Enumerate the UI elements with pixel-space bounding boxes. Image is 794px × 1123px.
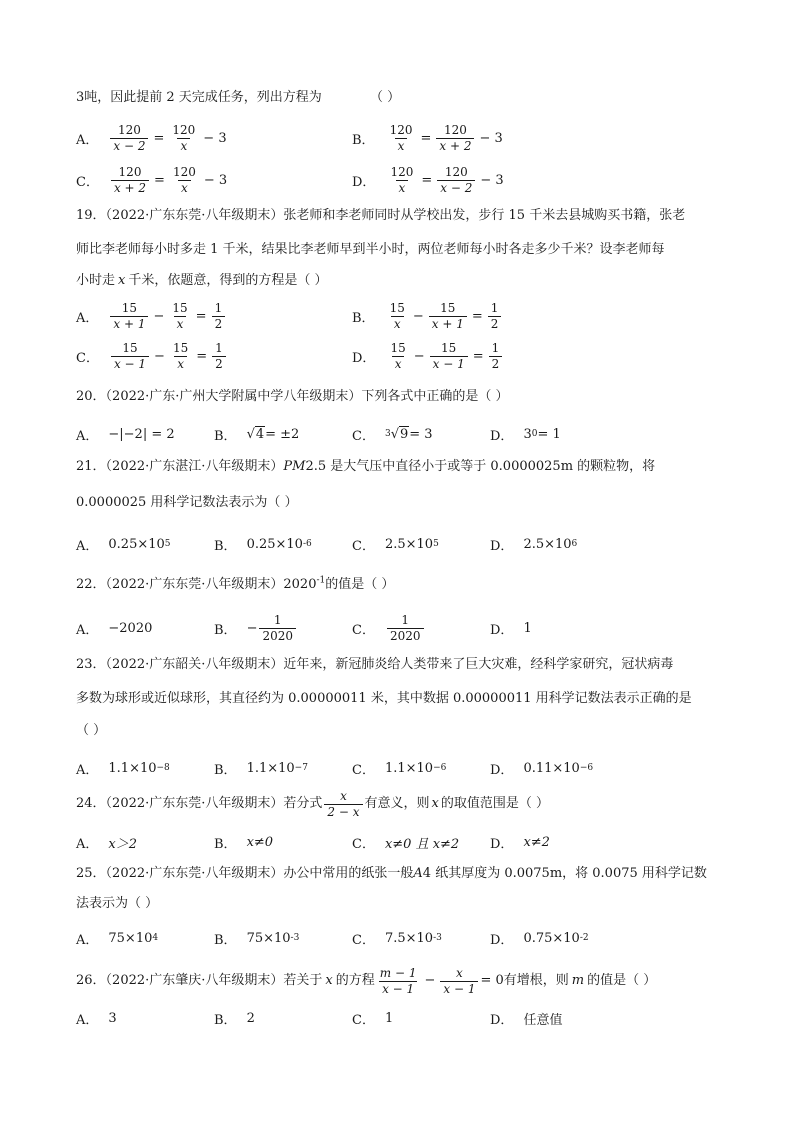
q23-options [76, 748, 736, 788]
q18-stem [76, 89, 400, 107]
q18-options-row1 [76, 118, 736, 158]
q18-options-row2 [76, 160, 736, 200]
q21-option-d[interactable]: D． 2.5×10 6 [490, 536, 578, 554]
q26-stem: 26．（2022·广东肇庆·八年级期末）若关于 x 的方程 $\frac{m - 1}{x - 1}$ − $\frac{x}{x - 1}$ = 0 有增根，则 m 的值是（ ） [76, 965, 657, 996]
q24-options [76, 822, 736, 862]
q23-stem-line2: 多数为球形或近似球形，其直径约为 0.00000011 米，其中数据 0.00000011 用科学记数法表示正确的是 [76, 691, 692, 706]
q19-option-c[interactable]: C． $\frac{15}{x - 1}$ − $\frac{15}{x}$ = $\frac{1}{2}$ [76, 336, 228, 376]
q26-option-d[interactable]: D． 任意值 [490, 1012, 563, 1028]
q20-stem: 20．（2022·广东·广州大学附属中学八年级期末）下列各式中正确的是（ ） [76, 389, 509, 404]
q23-stem-line3: （ ） [76, 723, 107, 738]
q19-options-row1 [76, 296, 736, 336]
q19-option-b[interactable]: B． $\frac{15}{x}$ − $\frac{15}{x + 1}$ = $\frac{1}{2}$ [352, 296, 503, 336]
q25-option-d[interactable]: D． 0.75×10 -2 [490, 930, 589, 948]
q24-option-d[interactable]: D． x≠2 [490, 834, 550, 852]
q22-stem: 22．（2022·广东东莞·八年级期末）$2020^{-1}$的值是（ ） [76, 575, 395, 592]
q24-option-c[interactable]: C． x≠0 且 x≠2 [352, 836, 460, 852]
q21-options [76, 524, 736, 564]
q19-option-a[interactable]: A． $\frac{15}{x + 1}$ − $\frac{15}{x}$ = $\frac{1}{2}$ [76, 296, 227, 336]
q26-option-b[interactable]: B． 2 [214, 1010, 255, 1028]
q24-option-b[interactable]: B． x≠0 [214, 834, 274, 852]
q26-options [76, 998, 736, 1038]
q19-stem-line3: 小时走 x 千米，依题意，得到的方程是（ ） [76, 273, 328, 288]
cube-root-sign: √ [390, 426, 399, 442]
q22-option-a[interactable]: A． −2020 [76, 620, 153, 638]
q25-option-a[interactable]: A． 75×10 4 [76, 930, 159, 948]
q25-options [76, 918, 736, 958]
q23-option-c[interactable]: C． 1.1×10 −6 [352, 760, 447, 778]
q23-option-a[interactable]: A． 1.1×10 −8 [76, 760, 170, 778]
q18-option-a[interactable]: A． $\frac{120}{x - 2}$ = $\frac{120}{x}$ − 3 [76, 122, 227, 153]
fraction: $\frac{120}{x - 2}$ [437, 165, 475, 196]
q18-stem-text: 3吨，因此提前 2 天完成任务，列出方程为 [76, 90, 322, 105]
q18-option-d[interactable]: D． $\frac{120}{x}$ = $\frac{120}{x - 2}$ − 3 [352, 164, 504, 195]
q21-option-a[interactable]: A． 0.25×10 5 [76, 536, 171, 554]
fraction: $\frac{120}{x}$ [172, 164, 196, 195]
q24-stem: 24．（2022·广东东莞·八年级期末）若分式 $\frac{x}{2 - x}$ 有意义，则 x 的取值范围是（ ） [76, 788, 549, 819]
q23-option-b[interactable]: B． 1.1×10 −7 [214, 760, 308, 778]
q25-option-c[interactable]: C． 7.5×10 -3 [352, 930, 442, 948]
q26-option-a[interactable]: A． 3 [76, 1010, 117, 1028]
q23-option-d[interactable]: D． 0.11×10 −6 [490, 760, 594, 778]
q19-options-row2 [76, 336, 736, 376]
fraction: $\frac{120}{x + 2}$ [436, 123, 474, 154]
q22-option-c[interactable]: C． $\frac{1}{2020}$ [352, 608, 426, 648]
q25-option-b[interactable]: B． 75×10 -3 [214, 930, 300, 948]
fraction: $\frac{120}{x}$ [172, 122, 196, 153]
q21-option-c[interactable]: C． 2.5×10 5 [352, 536, 439, 554]
q25-stem-line2: 法表示为（ ） [76, 896, 159, 911]
q18-option-c[interactable]: C． $\frac{120}{x + 2}$ = $\frac{120}{x}$ − 3 [76, 164, 228, 195]
q21-stem-line1: 21．（2022·广东湛江·八年级期末）PM2.5 是大气压中直径小于或等于 0.0000025m 的颗粒物，将 [76, 459, 656, 474]
q18-option-b[interactable]: B． $\frac{120}{x}$ = $\frac{120}{x + 2}$ − 3 [352, 122, 503, 153]
sqrt-sign: √ [246, 426, 255, 442]
q22-option-d[interactable]: D． 1 [490, 620, 532, 638]
q19-option-d[interactable]: D． $\frac{15}{x}$ − $\frac{15}{x - 1}$ = $\frac{1}{2}$ [352, 336, 504, 376]
q20-options [76, 414, 736, 454]
fraction: $\frac{120}{x - 2}$ [110, 123, 148, 154]
q20-option-d[interactable]: D． 3 0 = 1 [490, 426, 561, 444]
q18-answer-paren: （ ） [369, 90, 401, 105]
q19-stem-line2: 师比李老师每小时多走 1 千米，结果比李老师早到半小时，两位老师每小时各走多少千米？设李老师每 [76, 242, 665, 257]
q21-stem-line2: 0.0000025 用科学记数法表示为（ ） [76, 495, 298, 510]
q20-option-a[interactable]: A． −|−2| = 2 [76, 426, 175, 444]
fraction: $\frac{120}{x}$ [389, 122, 413, 153]
q20-option-c[interactable]: C． 3 √ 9 = 3 [352, 426, 433, 444]
q22-options [76, 608, 736, 648]
q22-option-b[interactable]: B． − $\frac{1}{2020}$ [214, 608, 298, 648]
q19-stem-line1: 19．（2022·广东东莞·八年级期末）张老师和李老师同时从学校出发，步行 15 千米去县城购买书籍，张老 [76, 208, 686, 223]
q25-stem-line1: 25．（2022·广东东莞·八年级期末）办公中常用的纸张一般A4 纸其厚度为 0.0075m，将 0.0075 用科学记数 [76, 866, 707, 881]
q26-option-c[interactable]: C． 1 [352, 1010, 394, 1028]
q21-option-b[interactable]: B． 0.25×10 -6 [214, 536, 312, 554]
q24-option-a[interactable]: A． x＞2 [76, 836, 137, 852]
q23-stem-line1: 23．（2022·广东韶关·八年级期末）近年来，新冠肺炎给人类带来了巨大灾难，经科学家研究，冠状病毒 [76, 657, 674, 672]
q20-option-b[interactable]: B． √ 4 = ±2 [214, 426, 300, 444]
fraction: $\frac{120}{x + 2}$ [111, 165, 149, 196]
fraction: $\frac{120}{x}$ [390, 164, 414, 195]
